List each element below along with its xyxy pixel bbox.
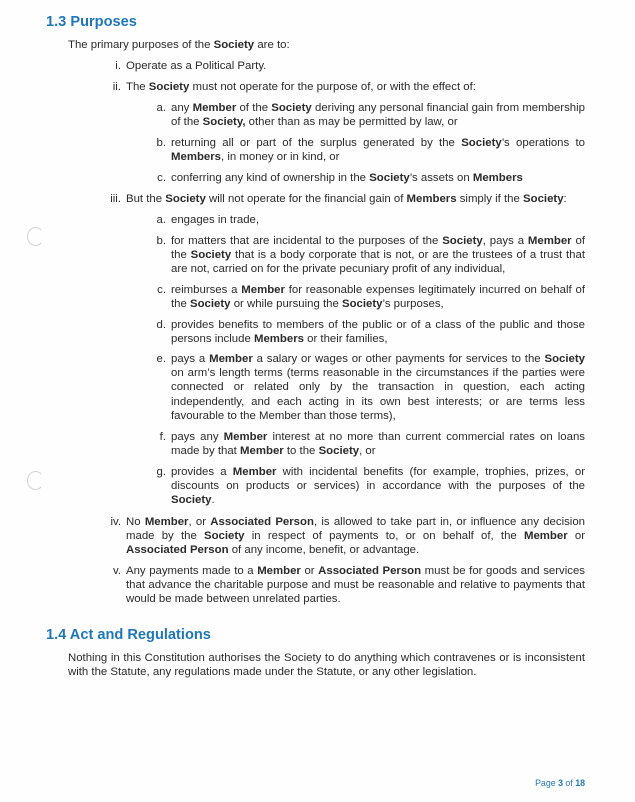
defined-term: Member [192, 102, 237, 114]
defined-term: Society [461, 137, 502, 149]
purposes-intro: The primary purposes of the Society are to: [68, 39, 290, 51]
defined-term: Society [318, 445, 360, 458]
list-text: provides a Member with incidental benefits (for example, trophies, prizes, or discounts on products or services) in accordance with the purposes of the Society. [171, 466, 586, 507]
binder-hole-top [27, 227, 44, 246]
defined-term: Society, [202, 116, 246, 129]
list-letter: a. [156, 214, 166, 226]
page-number: 3 [558, 778, 563, 788]
page-prefix: Page [535, 778, 559, 788]
act-regulations-body: Nothing in this Constitution authorises the Society to do anything which contravenes or is inconsistent with the Statute, any regulations made under the Statute, or any other legislation. [68, 652, 585, 679]
list-item-ii-c [138, 171, 585, 185]
defined-term: Society [523, 193, 564, 205]
defined-term: Associated Person [210, 516, 314, 528]
list-text: reimburses a Member for reasonable expenses legitimately incurred on behalf of the Society or while pursuing the Society’s purposes, [171, 284, 585, 311]
list-text: pays any Member interest at no more than current commercial rates on loans made by that Member to the Society, or [171, 431, 585, 458]
defined-term: Members [406, 193, 457, 205]
list-text: conferring any kind of ownership in the Society’s assets on Members [171, 172, 523, 184]
list-item-v [77, 564, 585, 607]
heading-1-3: 1.3 Purposes [46, 14, 137, 30]
defined-term: Members [472, 172, 523, 184]
list-item-iii-b [138, 234, 585, 277]
list-number: iii. [110, 193, 121, 205]
list-text: The Society must not operate for the purpose of, or with the effect of: [126, 81, 476, 93]
list-letter: e. [156, 353, 166, 365]
defined-term: Society [165, 193, 206, 205]
defined-term: Members [171, 151, 222, 164]
list-item-ii [77, 80, 585, 94]
list-text: pays a Member a salary or wages or other payments for services to the Society on arm’s length terms (terms reasonable in the circumstances if the parties were connected or related only by the transaction in question, each acting independently, and each acting in its own best interests; or are terms less favourable to the Member than those terms), [171, 353, 585, 422]
defined-term: Society [213, 39, 255, 51]
list-text: Operate as a Political Party. [126, 60, 267, 72]
defined-term: Society [190, 249, 232, 262]
list-text: engages in trade, [171, 214, 260, 226]
page-total: 18 [575, 778, 585, 788]
defined-term: Member [223, 431, 268, 443]
list-item-iii-f [138, 430, 585, 458]
list-text: No Member, or Associated Person, is allowed to take part in, or influence any decision made by the Society in respect of payments to, or on behalf of, the Member or Associated Person of any income, benefit, or advantage. [126, 516, 585, 557]
list-letter: a. [156, 102, 166, 114]
defined-term: Society [204, 530, 245, 543]
binder-hole-bottom [27, 471, 44, 490]
defined-term: Society [442, 235, 483, 247]
list-item-iii [77, 192, 585, 206]
list-number: v. [112, 565, 121, 577]
list-item-i [77, 59, 585, 73]
defined-term: Member [209, 353, 253, 365]
list-text: provides benefits to members of the public or of a class of the public and those persons include Members or their families, [171, 319, 585, 346]
defined-term: Associated Person [318, 565, 422, 577]
defined-term: Members [253, 333, 304, 346]
list-letter: g. [156, 466, 166, 478]
list-letter: b. [156, 235, 166, 247]
list-item-iii-c [138, 283, 585, 311]
list-item-iii-d [138, 318, 585, 346]
defined-term: Member [527, 235, 572, 247]
list-letter: d. [156, 319, 166, 331]
list-item-iii-e [138, 352, 585, 423]
list-text: for matters that are incidental to the purposes of the Society, pays a Member of the Society that is a body corporate that is not, or are the trustees of a trust that are not, carried on for the private pecuniary profit of any individual, [171, 235, 586, 276]
defined-term: Member [523, 530, 568, 543]
defined-term: Member [241, 284, 285, 296]
defined-term: Member [232, 466, 277, 478]
defined-term: Society [171, 494, 212, 507]
list-item-iii-a [138, 213, 585, 227]
list-number: ii. [112, 81, 121, 93]
defined-term: Society [369, 172, 410, 184]
defined-term: Member [240, 445, 284, 458]
defined-term: Member [257, 565, 301, 577]
list-text: But the Society will not operate for the financial gain of Members simply if the Society: [126, 193, 567, 205]
defined-term: Society [190, 298, 231, 311]
list-item-iii-g [138, 465, 585, 508]
list-item-ii-a [138, 101, 585, 129]
defined-term: Society [271, 102, 312, 114]
page-footer [535, 776, 585, 790]
list-number: iv. [110, 516, 121, 528]
list-text: returning all or part of the surplus generated by the Society’s operations to Members, in money or in kind, or [171, 137, 586, 164]
defined-term: Society [148, 81, 190, 93]
list-letter: b. [156, 137, 166, 149]
list-letter: f. [159, 431, 166, 443]
list-letter: c. [157, 284, 166, 296]
list-number: i. [115, 60, 121, 72]
list-text: Any payments made to a Member or Associated Person must be for goods and services that advance the charitable purpose and must be reasonable and relative to payments that would be made between unrelated parties. [126, 565, 585, 606]
defined-term: Associated Person [126, 544, 229, 557]
defined-term: Society [544, 353, 585, 365]
list-text: any Member of the Society deriving any personal financial gain from membership of the Society, other than as may be permitted by law, or [171, 102, 585, 129]
defined-term: Society [341, 298, 383, 311]
list-letter: c. [157, 172, 166, 184]
list-item-iv [77, 515, 585, 558]
page-of: of [562, 778, 576, 788]
defined-term: Member [144, 516, 189, 528]
heading-1-4: 1.4 Act and Regulations [46, 627, 211, 643]
list-item-ii-b [138, 136, 585, 164]
